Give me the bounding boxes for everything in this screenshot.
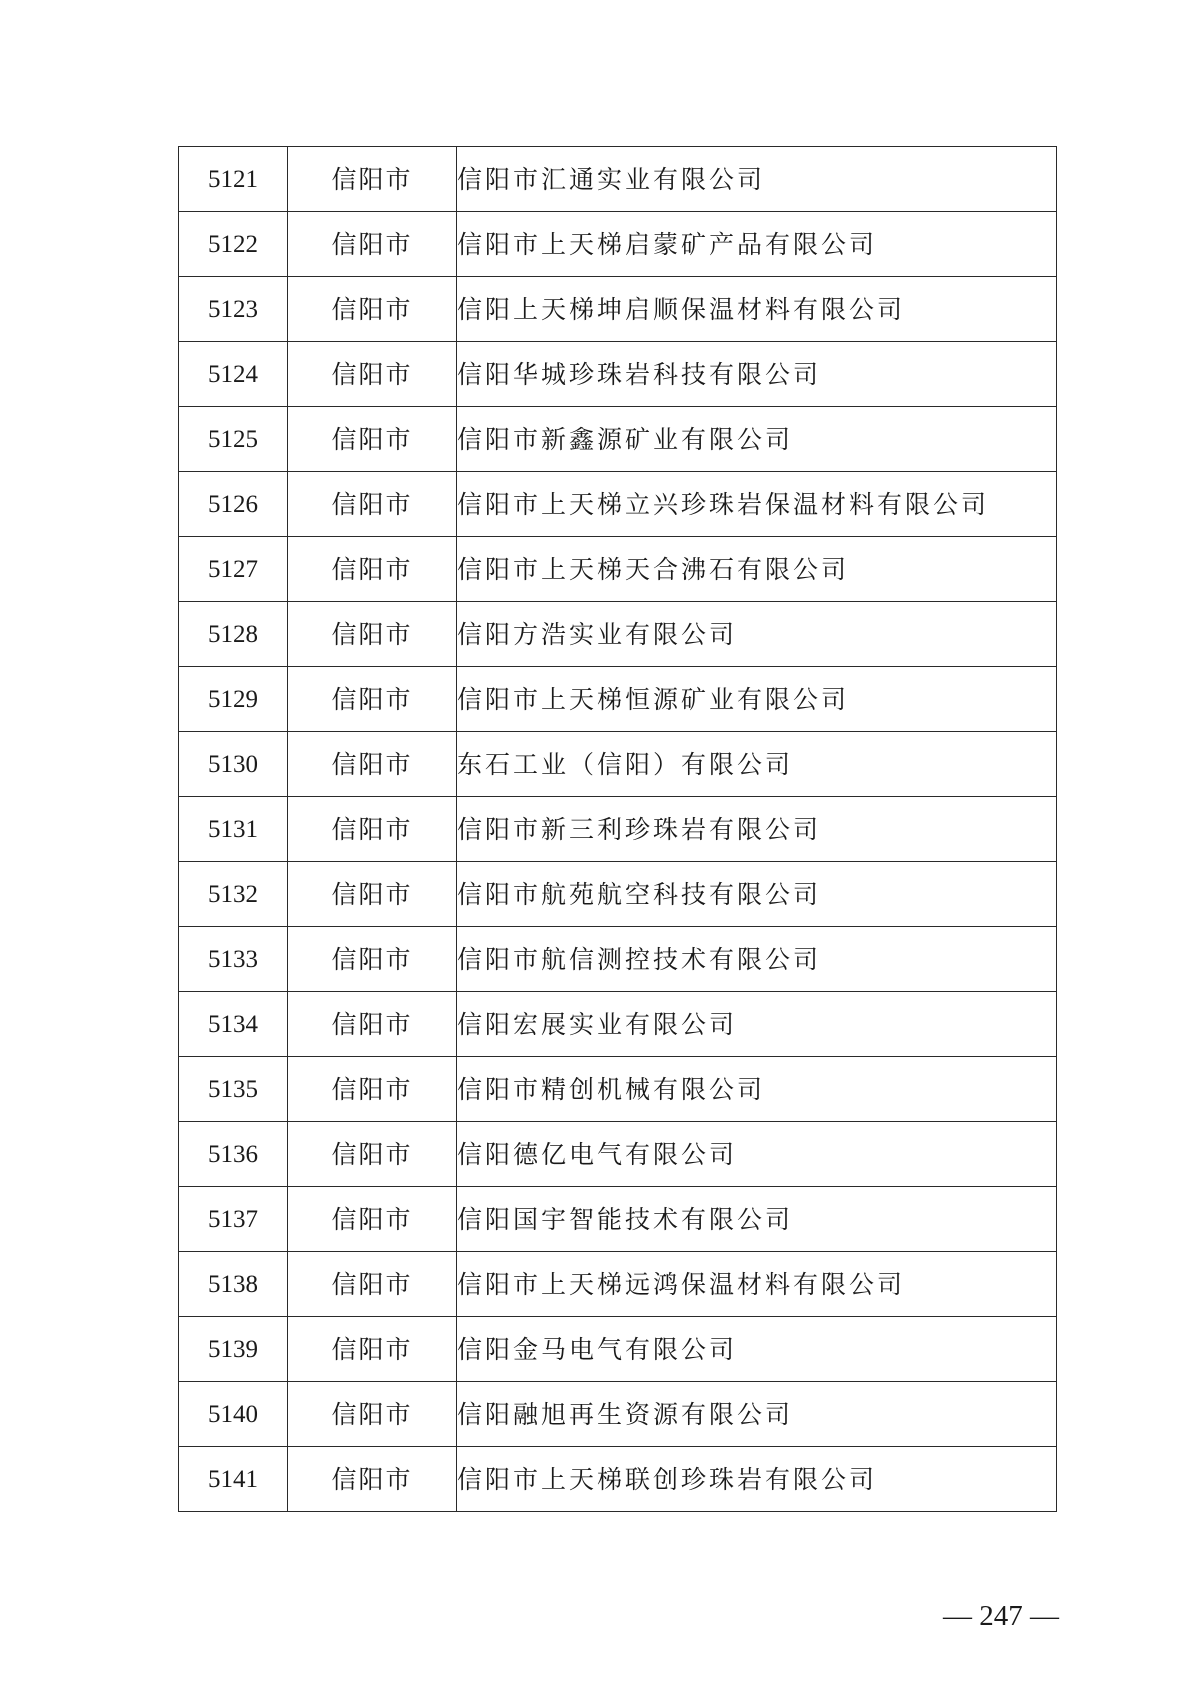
- row-company: 信阳市上天梯启蒙矿产品有限公司: [457, 212, 1057, 277]
- row-company: 信阳市新鑫源矿业有限公司: [457, 407, 1057, 472]
- row-city: 信阳市: [288, 537, 457, 602]
- row-number: 5130: [179, 732, 288, 797]
- row-number: 5140: [179, 1382, 288, 1447]
- row-city: 信阳市: [288, 1447, 457, 1512]
- row-number: 5126: [179, 472, 288, 537]
- row-company: 信阳市航信测控技术有限公司: [457, 927, 1057, 992]
- row-company: 信阳宏展实业有限公司: [457, 992, 1057, 1057]
- row-number: 5137: [179, 1187, 288, 1252]
- row-number: 5133: [179, 927, 288, 992]
- row-city: 信阳市: [288, 1187, 457, 1252]
- row-city: 信阳市: [288, 992, 457, 1057]
- row-number: 5129: [179, 667, 288, 732]
- row-city: 信阳市: [288, 277, 457, 342]
- table-row: [179, 1187, 1057, 1252]
- table-row: [179, 797, 1057, 862]
- row-company: 信阳上天梯坤启顺保温材料有限公司: [457, 277, 1057, 342]
- table-row: [179, 1317, 1057, 1382]
- company-table-body: [179, 147, 1057, 1512]
- row-company: 信阳市上天梯联创珍珠岩有限公司: [457, 1447, 1057, 1512]
- row-company: 信阳市上天梯远鸿保温材料有限公司: [457, 1252, 1057, 1317]
- row-city: 信阳市: [288, 1122, 457, 1187]
- row-city: 信阳市: [288, 602, 457, 667]
- row-company: 信阳金马电气有限公司: [457, 1317, 1057, 1382]
- row-number: 5138: [179, 1252, 288, 1317]
- table-row: [179, 1057, 1057, 1122]
- table-row: [179, 407, 1057, 472]
- row-city: 信阳市: [288, 407, 457, 472]
- company-table: [178, 146, 1057, 1512]
- table-row: [179, 927, 1057, 992]
- row-number: 5122: [179, 212, 288, 277]
- table-row: [179, 602, 1057, 667]
- row-city: 信阳市: [288, 342, 457, 407]
- row-city: 信阳市: [288, 927, 457, 992]
- row-company: 信阳方浩实业有限公司: [457, 602, 1057, 667]
- row-city: 信阳市: [288, 732, 457, 797]
- row-number: 5139: [179, 1317, 288, 1382]
- table-row: [179, 147, 1057, 212]
- table-row: [179, 732, 1057, 797]
- row-number: 5124: [179, 342, 288, 407]
- row-company: 信阳德亿电气有限公司: [457, 1122, 1057, 1187]
- row-city: 信阳市: [288, 1252, 457, 1317]
- row-city: 信阳市: [288, 1382, 457, 1447]
- page-number: — 247 —: [943, 1600, 1059, 1632]
- row-number: 5127: [179, 537, 288, 602]
- row-company: 信阳国宇智能技术有限公司: [457, 1187, 1057, 1252]
- row-company: 信阳市汇通实业有限公司: [457, 147, 1057, 212]
- table-row: [179, 537, 1057, 602]
- table-row: [179, 342, 1057, 407]
- row-city: 信阳市: [288, 862, 457, 927]
- table-row: [179, 212, 1057, 277]
- row-city: 信阳市: [288, 212, 457, 277]
- row-city: 信阳市: [288, 147, 457, 212]
- row-number: 5135: [179, 1057, 288, 1122]
- table-row: [179, 862, 1057, 927]
- table-row: [179, 667, 1057, 732]
- row-company: 信阳市精创机械有限公司: [457, 1057, 1057, 1122]
- row-city: 信阳市: [288, 797, 457, 862]
- row-number: 5141: [179, 1447, 288, 1512]
- row-company: 信阳市航苑航空科技有限公司: [457, 862, 1057, 927]
- row-city: 信阳市: [288, 667, 457, 732]
- table-row: [179, 1122, 1057, 1187]
- row-company: 信阳华城珍珠岩科技有限公司: [457, 342, 1057, 407]
- row-number: 5134: [179, 992, 288, 1057]
- row-number: 5136: [179, 1122, 288, 1187]
- row-city: 信阳市: [288, 472, 457, 537]
- row-number: 5131: [179, 797, 288, 862]
- row-city: 信阳市: [288, 1057, 457, 1122]
- row-number: 5132: [179, 862, 288, 927]
- table-row: [179, 1252, 1057, 1317]
- row-city: 信阳市: [288, 1317, 457, 1382]
- row-number: 5121: [179, 147, 288, 212]
- row-company: 信阳市新三利珍珠岩有限公司: [457, 797, 1057, 862]
- table-row: [179, 1382, 1057, 1447]
- row-company: 东石工业（信阳）有限公司: [457, 732, 1057, 797]
- row-number: 5125: [179, 407, 288, 472]
- row-company: 信阳市上天梯恒源矿业有限公司: [457, 667, 1057, 732]
- row-company: 信阳融旭再生资源有限公司: [457, 1382, 1057, 1447]
- row-company: 信阳市上天梯天合沸石有限公司: [457, 537, 1057, 602]
- row-company: 信阳市上天梯立兴珍珠岩保温材料有限公司: [457, 472, 1057, 537]
- table-row: [179, 472, 1057, 537]
- row-number: 5123: [179, 277, 288, 342]
- row-number: 5128: [179, 602, 288, 667]
- table-row: [179, 992, 1057, 1057]
- table-row: [179, 277, 1057, 342]
- table-row: [179, 1447, 1057, 1512]
